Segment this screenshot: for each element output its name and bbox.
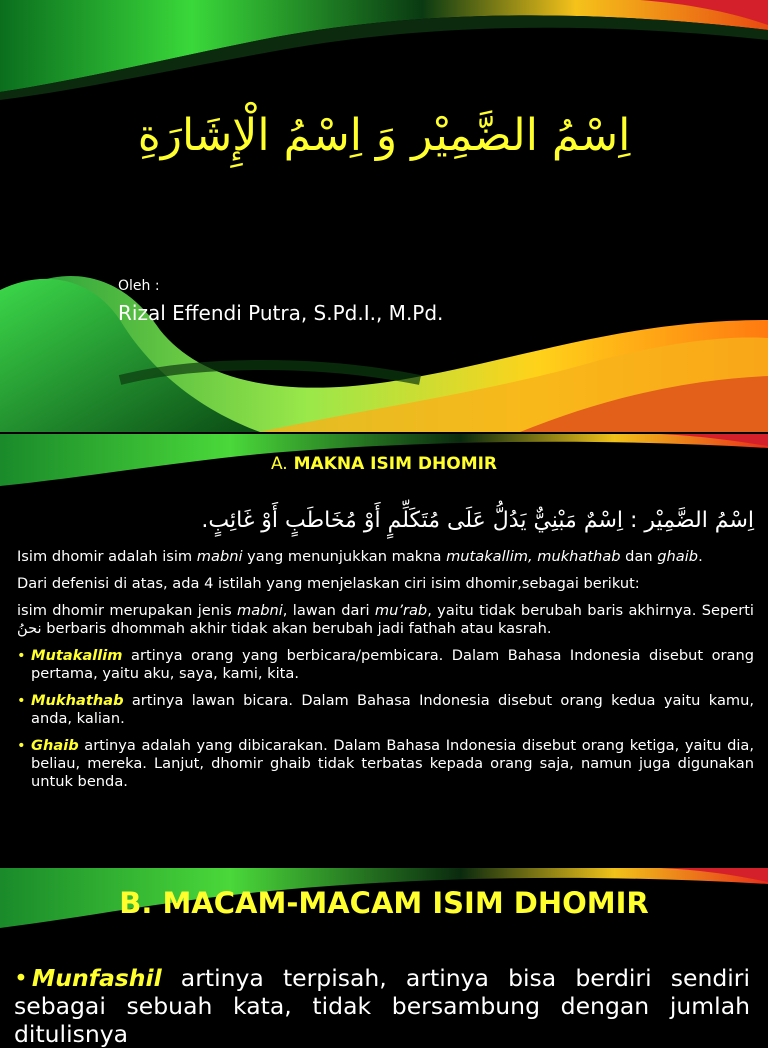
definition-body <box>17 548 754 800</box>
paragraph-intro: Dari defenisi di atas, ada 4 istilah yang menjelaskan ciri isim dhomir,sebagai berikut: <box>17 575 640 592</box>
arabic-definition: اِسْمُ الضَّمِيْر : اِسْمٌ مَبْنِيٌّ يَدُلُّ عَلَى مُتَكَلِّمٍ أَوْ مُخَاطَبٍ أَوْ غَائِبٍ. <box>201 508 754 533</box>
paragraph-mabni: isim dhomir merupakan jenis mabni, lawan dari mu’rab, yaitu tidak berubah baris akhirnya. Seperti نحنُ berbaris dhommah akhir tidak akan berubah jadi fathah atau kasrah. <box>17 602 754 637</box>
bullet-icon: • <box>17 647 26 664</box>
munfashil-paragraph: • Munfashil artinya terpisah, artinya bisa berdiri sendiri sebagai sebuah kata, tidak bersambung dengan jumlah ditulisnya <box>14 964 750 1048</box>
bullet-icon: • <box>14 964 28 992</box>
slide-title <box>0 0 768 432</box>
author-name: Rizal Effendi Putra, S.Pd.I., M.Pd. <box>118 301 444 325</box>
paragraph-definition: Isim dhomir adalah isim mabni yang menunjukkan makna mutakallim, mukhathab dan ghaib. <box>17 548 703 565</box>
author-label: Oleh : <box>118 278 160 294</box>
list-item: • Mutakallim artinya orang yang berbicara/pembicara. Dalam Bahasa Indonesia disebut orang pertama, yaitu aku, saya, kami, kita. <box>17 647 754 682</box>
list-item: • Ghaib artinya adalah yang dibicarakan. Dalam Bahasa Indonesia disebut orang ketiga, yaitu dia, beliau, mereka. Lanjut, dhomir ghaib tidak terbatas kepada orang saja, namun juga digunakan untuk benda. <box>17 737 754 790</box>
bullet-icon: • <box>17 737 26 754</box>
bullet-icon: • <box>17 692 26 709</box>
section-heading-b: B. MACAM-MACAM ISIM DHOMIR <box>119 886 649 920</box>
slide-macam-isim-dhomir <box>0 868 768 1048</box>
term-munfashil: Munfashil <box>31 964 162 992</box>
section-heading-a <box>0 454 768 474</box>
decorative-swoosh-background <box>0 0 768 432</box>
list-item: • Mukhathab artinya lawan bicara. Dalam Bahasa Indonesia disebut orang kedua yaitu kamu, anda, kalian. <box>17 692 754 727</box>
heading-prefix: A. <box>270 454 288 474</box>
heading-text: MAKNA ISIM DHOMIR <box>287 454 498 474</box>
slide-makna-isim-dhomir <box>0 434 768 866</box>
term-list <box>17 647 754 791</box>
slide-title-arabic: اِسْمُ الضَّمِيْر وَ اِسْمُ الْإِشَارَةِ <box>137 110 631 161</box>
